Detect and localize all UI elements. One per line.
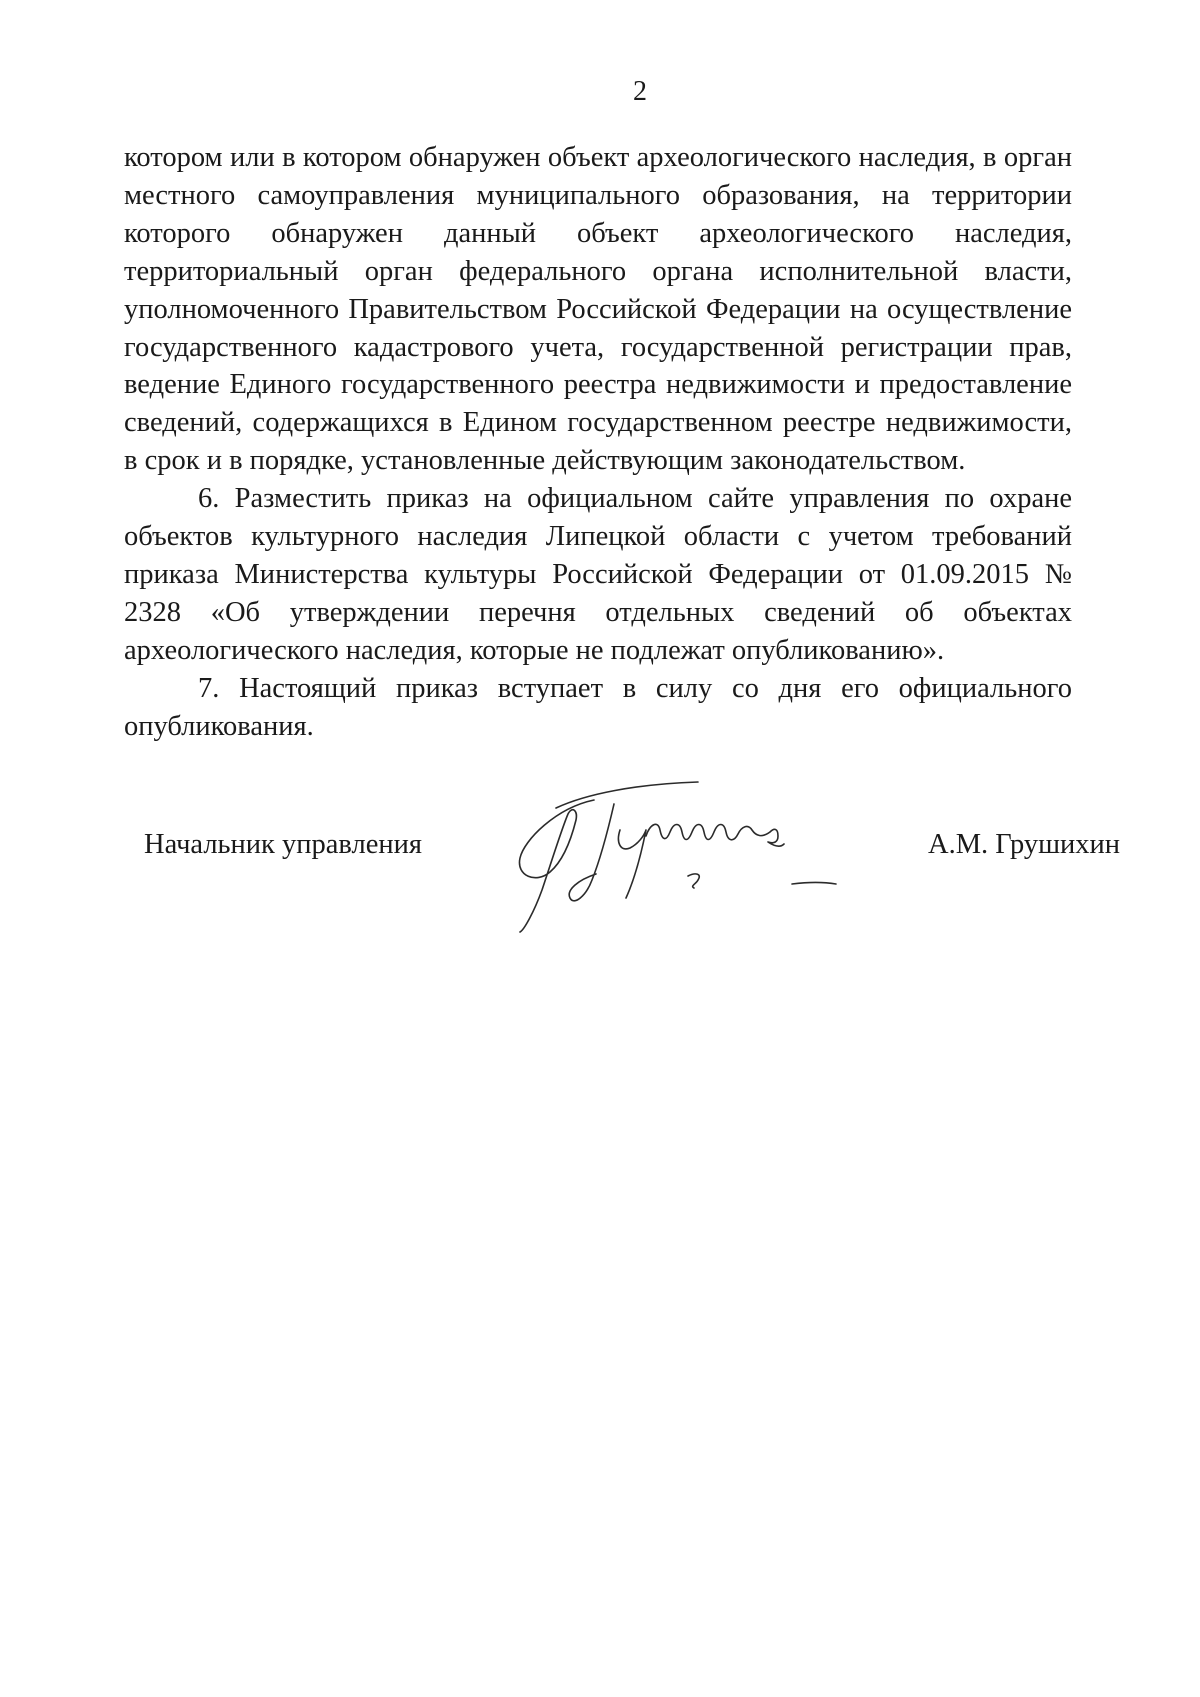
handwritten-signature <box>516 780 916 940</box>
signatory-name: А.М. Грушихин <box>928 829 1121 860</box>
paragraph-item-6: 6. Разместить приказ на официальном сайте управления по охране объектов культурного наследия Липецкой области с учетом требований приказа Министерства культуры Российской Федерации от 01.09.2015 № 2328 «Об утверждении перечня отдельных сведений об объектах археологического наследия, которые не подлежат опубликованию». <box>124 483 1072 666</box>
paragraph-continuation: котором или в котором обнаружен объект археологического наследия, в орган местного самоуправления муниципального образования, на территории которого обнаружен данный объект археологического наследия, территориальный орган федерального органа исполнительной власти, уполномоченного Правительством Российской Федерации на осуществление государственного кадастрового учета, государственной регистрации прав, ведение Единого государственного реестра недвижимости и предоставление сведений, содержащихся в Едином государственном реестре недвижимости, в срок и в порядке, установленные действующим законодательством. <box>124 142 1072 477</box>
document-body <box>124 139 1072 746</box>
signature-block <box>0 820 1200 940</box>
signatory-position: Начальник управления <box>144 829 422 860</box>
paragraph-item-7: 7. Настоящий приказ вступает в силу со дня его официального опубликования. <box>124 672 1072 742</box>
page-number: 2 <box>633 76 647 107</box>
